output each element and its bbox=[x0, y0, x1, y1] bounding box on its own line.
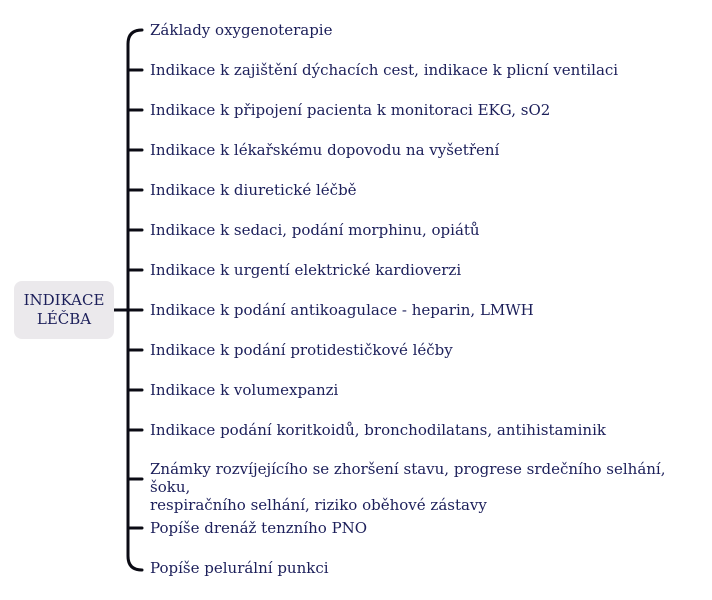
branch-node-sedace-morphin[interactable]: Indikace k sedaci, podání morphinu, opiátů bbox=[150, 221, 480, 239]
branch-node-protidestickova-lecba[interactable]: Indikace k podání protidestičkové léčby bbox=[150, 341, 453, 359]
branch-node-volumexpanze[interactable]: Indikace k volumexpanzi bbox=[150, 381, 339, 399]
branch-label-line2: respiračního selhání, riziko oběhové zástavy bbox=[150, 496, 487, 514]
branch-node-lekarsky-doprovod[interactable]: Indikace k lékařskému dopovodu na vyšetření bbox=[150, 141, 500, 159]
branch-node-kortikoidy[interactable]: Indikace podání koritkoidů, bronchodilatans, antihistaminik bbox=[150, 421, 606, 439]
branch-node-diureticka-lecba[interactable]: Indikace k diuretické léčbě bbox=[150, 181, 357, 199]
root-label bbox=[24, 291, 105, 329]
branch-label-line1: Známky rozvíjejícího se zhoršení stavu, progrese srdečního selhání, šoku, bbox=[150, 460, 666, 496]
root-label-line1: INDIKACE bbox=[23, 291, 105, 309]
root-node[interactable] bbox=[14, 281, 114, 339]
branch-node-kardioverze[interactable]: Indikace k urgentí elektrické kardioverzi bbox=[150, 261, 462, 279]
branch-ticks bbox=[128, 70, 142, 528]
root-label-line2: LÉČBA bbox=[36, 310, 92, 328]
branch-node-zhorseni-stavu[interactable] bbox=[150, 460, 710, 514]
branch-node-drenaz-pno[interactable]: Popíše drenáž tenzního PNO bbox=[150, 519, 368, 537]
branch-node-monitorace-ekg[interactable]: Indikace k připojení pacienta k monitoraci EKG, sO2 bbox=[150, 101, 551, 119]
branch-node-zaklady-oxygenoterapie[interactable]: Základy oxygenoterapie bbox=[150, 21, 333, 39]
branch-node-antikoagulace[interactable]: Indikace k podání antikoagulace - heparin, LMWH bbox=[150, 301, 534, 319]
branch-node-zajisteni-dychacich-cest[interactable]: Indikace k zajištění dýchacích cest, indikace k plicní ventilaci bbox=[150, 61, 619, 79]
branch-node-pleuralni-punkce[interactable]: Popíše pelurální punkci bbox=[150, 559, 329, 577]
